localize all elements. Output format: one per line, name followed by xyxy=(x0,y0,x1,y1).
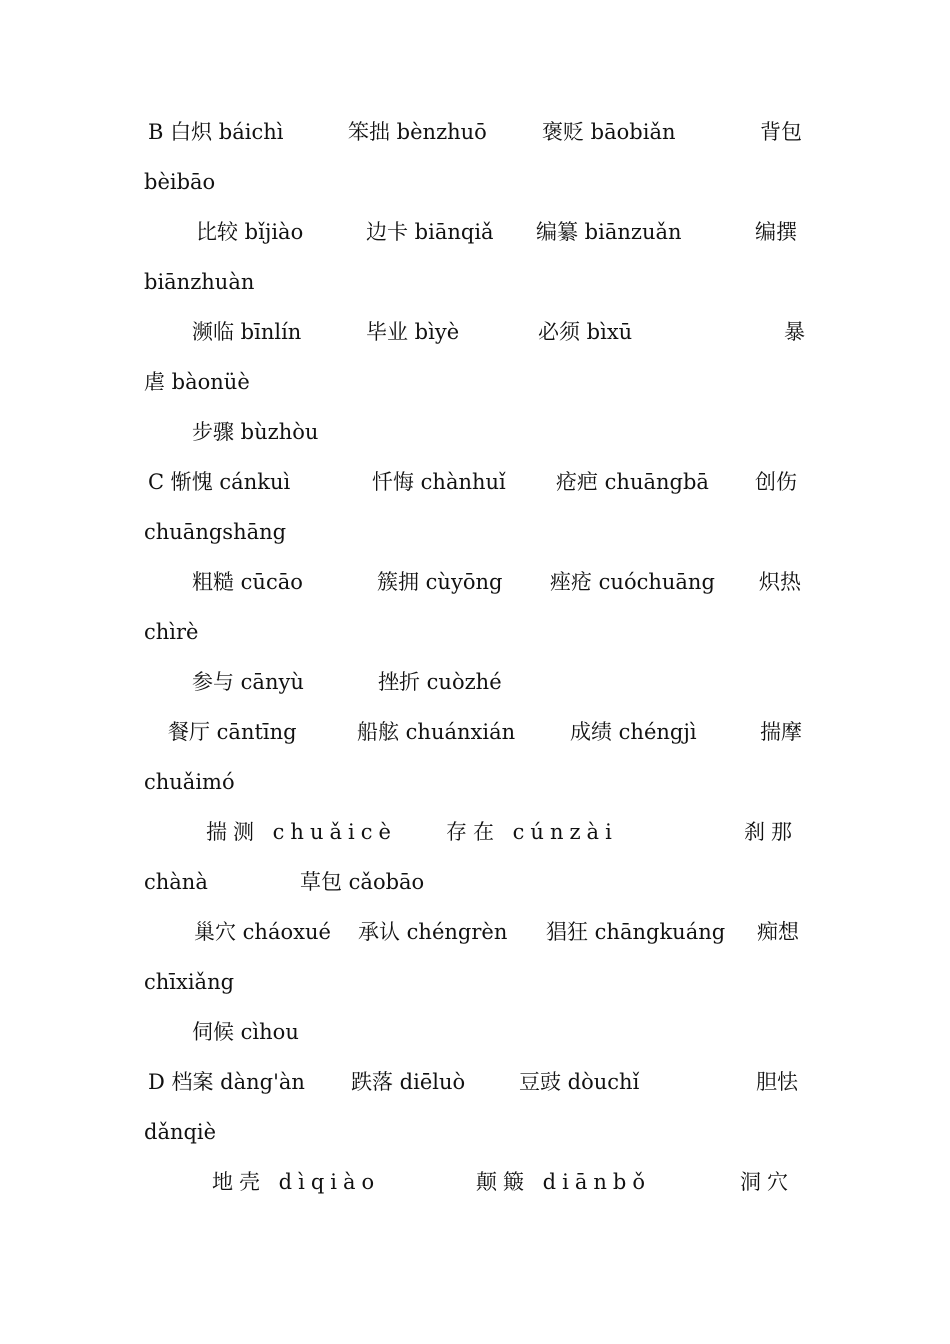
vocab-entry: biānzhuàn xyxy=(144,270,255,294)
vocab-entry: B 白炽 báichì xyxy=(148,120,284,144)
text-line xyxy=(0,122,950,172)
text-line xyxy=(0,222,950,272)
vocab-entry: 毕业 bìyè xyxy=(366,320,460,344)
vocab-entry: 痴想 xyxy=(757,920,799,944)
vocab-entry: 粗糙 cūcāo xyxy=(192,570,303,594)
vocab-entry: 船舷 chuánxián xyxy=(357,720,516,744)
vocab-entry: 簇拥 cùyōng xyxy=(377,570,503,594)
text-line xyxy=(0,472,950,522)
vocab-entry: 编纂 biānzuǎn xyxy=(536,220,682,244)
vocab-entry: 参与 cānyù xyxy=(192,670,304,694)
vocab-entry: 豆豉 dòuchǐ xyxy=(519,1070,640,1094)
text-line xyxy=(0,572,950,622)
vocab-entry: 痤疮 cuóchuāng xyxy=(550,570,715,594)
vocab-entry: 褒贬 bāobiǎn xyxy=(542,120,676,144)
text-line xyxy=(0,522,950,572)
vocab-entry: 背包 xyxy=(760,120,802,144)
vocab-entry: 刹那 xyxy=(744,820,798,844)
vocab-entry: chìrè xyxy=(144,620,199,644)
vocab-entry: D 档案 dàng'àn xyxy=(148,1070,305,1094)
vocab-entry: 编撰 xyxy=(755,220,797,244)
text-line xyxy=(0,672,950,722)
vocab-entry: 伺候 cìhou xyxy=(192,1020,299,1044)
vocab-entry: 笨拙 bènzhuō xyxy=(348,120,487,144)
vocab-entry: 跌落 diēluò xyxy=(351,1070,466,1094)
text-line xyxy=(0,372,950,422)
text-line xyxy=(0,1072,950,1122)
text-line xyxy=(0,272,950,322)
vocab-entry: 创伤 xyxy=(755,470,797,494)
vocab-entry: dǎnqiè xyxy=(144,1120,217,1144)
vocab-entry: 地壳 dìqiào xyxy=(212,1170,381,1194)
vocab-entry: 必须 bìxū xyxy=(538,320,633,344)
vocab-entry: 虐 bàonüè xyxy=(144,370,250,394)
text-line xyxy=(0,1172,950,1222)
vocab-entry: 洞穴 xyxy=(740,1170,794,1194)
vocab-entry: chuāngshāng xyxy=(144,520,287,544)
vocab-entry: 濒临 bīnlín xyxy=(192,320,302,344)
text-line xyxy=(0,1022,950,1072)
vocab-entry: 巢穴 cháoxué xyxy=(194,920,331,944)
vocab-entry: 猖狂 chāngkuáng xyxy=(546,920,726,944)
vocab-entry: chànà xyxy=(144,870,208,894)
vocab-entry: 草包 cǎobāo xyxy=(300,870,425,894)
vocab-entry: 颠簸 diānbǒ xyxy=(476,1170,651,1194)
vocab-entry: 餐厅 cāntīng xyxy=(168,720,297,744)
vocab-entry: 忏悔 chànhuǐ xyxy=(372,470,506,494)
text-line xyxy=(0,722,950,772)
vocab-entry: 承认 chéngrèn xyxy=(358,920,508,944)
vocab-entry: C 惭愧 cánkuì xyxy=(148,470,291,494)
text-line xyxy=(0,422,950,472)
vocab-entry: 揣测 chuǎicè xyxy=(206,820,397,844)
vocab-entry: 成绩 chéngjì xyxy=(570,720,697,744)
text-line xyxy=(0,872,950,922)
vocab-entry: 胆怯 xyxy=(756,1070,798,1094)
vocab-entry: bèibāo xyxy=(144,170,216,194)
vocab-entry: 疮疤 chuāngbā xyxy=(556,470,709,494)
vocab-entry: 边卡 biānqiǎ xyxy=(366,220,494,244)
vocab-entry: 挫折 cuòzhé xyxy=(378,670,502,694)
vocab-entry: 步骤 bùzhòu xyxy=(192,420,319,444)
vocab-entry: 比较 bǐjiào xyxy=(196,220,304,244)
vocab-entry: chīxiǎng xyxy=(144,970,235,994)
vocab-entry: 炽热 xyxy=(759,570,801,594)
vocab-entry: 揣摩 xyxy=(760,720,802,744)
text-line xyxy=(0,972,950,1022)
text-line xyxy=(0,172,950,222)
vocab-entry: chuǎimó xyxy=(144,770,235,794)
text-line xyxy=(0,822,950,872)
text-line xyxy=(0,922,950,972)
text-line xyxy=(0,1122,950,1172)
text-line xyxy=(0,622,950,672)
vocab-entry: 暴 xyxy=(784,320,805,344)
text-line xyxy=(0,322,950,372)
vocab-entry: 存在 cúnzài xyxy=(446,820,618,844)
text-line xyxy=(0,772,950,822)
